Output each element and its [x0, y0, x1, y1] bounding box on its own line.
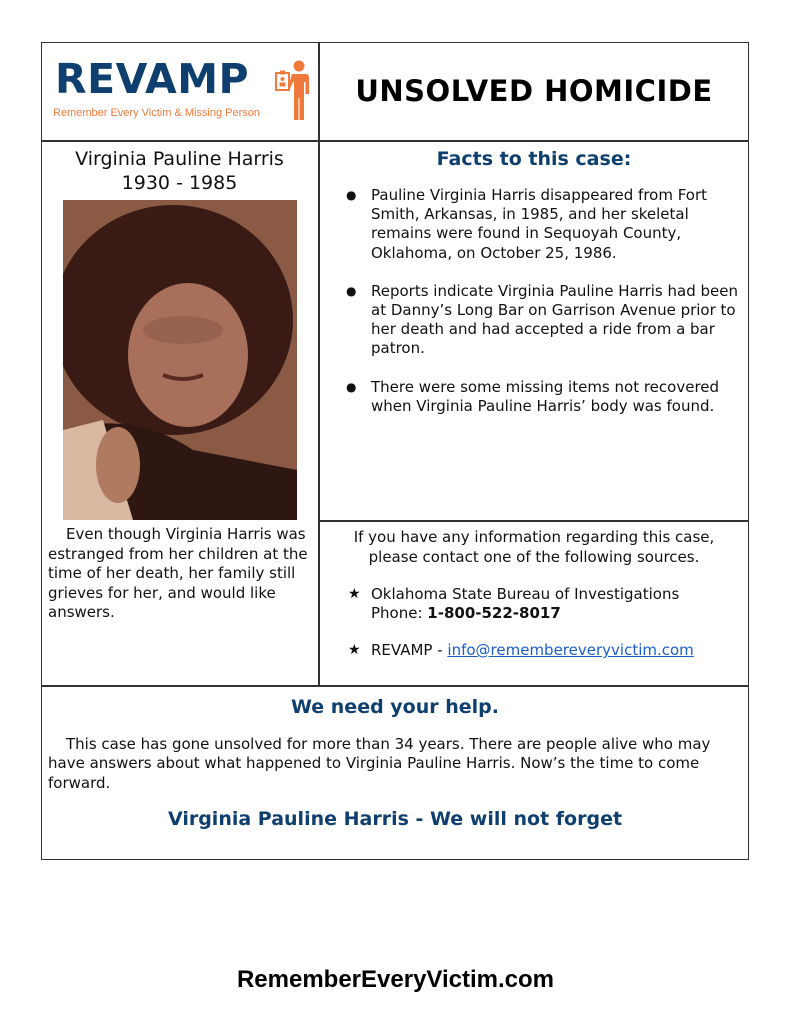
contact-name: Oklahoma State Bureau of Investigations [371, 585, 680, 603]
logo-tagline: Remember Every Victim & Missing Person [53, 107, 261, 119]
fact-item [340, 186, 740, 263]
fact-text: There were some missing items not recovered when Virginia Pauline Harris’ body was found. [371, 377, 720, 415]
fact-text: Reports indicate Virginia Pauline Harris had been at Danny’s Long Bar on Garrison Avenue prior to her death and had accepted a ride from a bar patron. [371, 281, 738, 358]
victim-name: Virginia Pauline Harris [75, 148, 284, 170]
contact-osbi [319, 585, 749, 623]
contact-phone-line [371, 604, 749, 623]
star-icon: ★ [348, 642, 361, 658]
help-body [48, 735, 742, 793]
help-body-text: This case has gone unsolved for more than 34 years. There are people alive who may have answers about what happened to Virginia Pauline Harris. Now’s the time to come forward. [48, 735, 711, 792]
facts-title: Facts to this case: [436, 148, 632, 170]
contact-divider [318, 520, 749, 522]
contact-intro-line: please contact one of the following sources. [368, 547, 700, 566]
phone-label: Phone: [371, 604, 428, 622]
fact-text: Pauline Virginia Harris disappeared from Fort Smith, Arkansas, in 1985, and her skeletal remains were found in Sequoyah County, Oklahoma, on October 25, 1986. [371, 186, 708, 262]
footer-website[interactable]: RememberEveryVictim.com [236, 966, 555, 993]
help-divider [41, 685, 749, 687]
fact-item [340, 378, 740, 416]
person-holding-id-icon [274, 59, 314, 121]
contact-intro [319, 528, 749, 567]
page-title: UNSOLVED HOMICIDE [355, 74, 713, 108]
contact-revamp [319, 641, 749, 660]
logo-wordmark: REVAMP [55, 55, 250, 103]
facts-list [340, 186, 740, 435]
family-note [48, 525, 313, 623]
bullet-icon: ● [346, 283, 357, 298]
contact-name: REVAMP - [371, 641, 448, 659]
revamp-logo [55, 56, 315, 126]
contact-intro-line: If you have any information regarding this case, [353, 528, 715, 546]
help-title: We need your help. [291, 696, 499, 718]
fact-item [340, 282, 740, 359]
victim-heading [41, 147, 318, 195]
header-divider [41, 140, 749, 142]
family-note-text: Even though Virginia Harris was estranged from her children at the time of her death, her family still grieves for her, and would like answers. [48, 525, 308, 621]
bullet-icon: ● [346, 188, 357, 202]
victim-photo [63, 200, 297, 520]
bullet-icon: ● [346, 379, 357, 394]
portrait-illustration [63, 200, 297, 520]
star-icon: ★ [348, 586, 361, 602]
phone-number[interactable]: 1-800-522-8017 [427, 604, 561, 622]
victim-years: 1930 - 1985 [121, 172, 238, 194]
help-tagline: Virginia Pauline Harris - We will not forget [167, 808, 623, 830]
email-link[interactable]: info@remembereveryvictim.com [447, 641, 694, 659]
contact-section [319, 528, 749, 660]
